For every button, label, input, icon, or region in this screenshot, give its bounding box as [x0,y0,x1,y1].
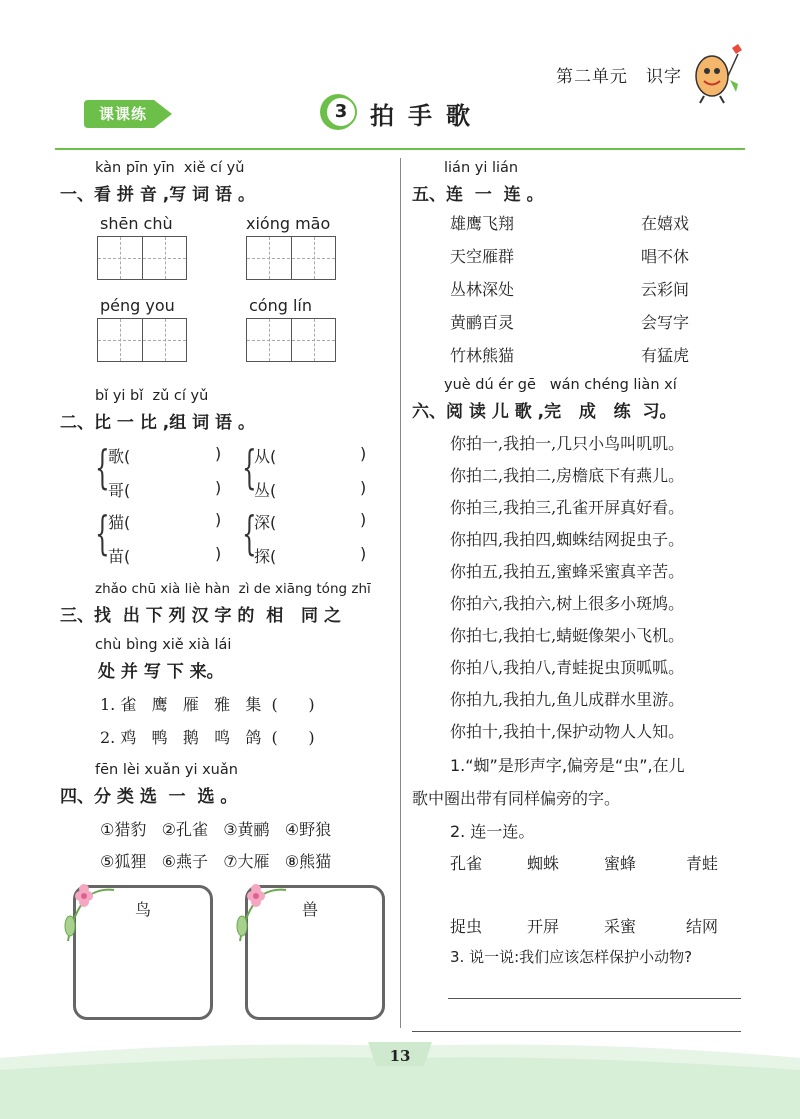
s2-title: 二、比 一 比 ,组 词 语 。 [60,413,255,433]
writing-grid[interactable] [246,236,336,280]
match-top-item[interactable]: 青蛙 [686,854,719,873]
poem-line: 你拍一,我拍一,几只小鸟叫叽叽。 [450,434,685,453]
s4-pinyin: fēn lèi xuǎn yi xuǎn [95,762,238,778]
writing-grid[interactable] [97,236,187,280]
poem-line: 你拍七,我拍七,蜻蜓像架小飞机。 [450,626,685,645]
s6-question-1a: 1.“蜘”是形声字,偏旁是“虫”,在儿 [450,756,685,775]
answer-line[interactable] [412,1031,741,1032]
s4-title: 四、分 类 选 一 选 。 [60,787,238,807]
pair-item: 探( [254,547,277,566]
s4-options-row-1: ①猎豹 ②孔雀 ③黄鹂 ④野狼 [100,820,332,839]
beast-box-title: 兽 [302,900,319,919]
poem-line: 你拍六,我拍六,树上很多小斑鸠。 [450,594,685,613]
s1-pinyin: kàn pīn yīn xiě cí yǔ [95,160,245,176]
pair-item: 哥( [108,481,131,500]
s5-left-item[interactable]: 天空雁群 [450,247,515,266]
poem-line: 你拍四,我拍四,蜘蛛结网捉虫子。 [450,530,685,549]
s3-question-2: 2. 鸡 鸭 鹅 鸣 鸽 ( ) [100,728,315,747]
match-bottom-item[interactable]: 开屏 [527,917,560,936]
pair-close: ) [215,544,222,563]
s1-item-4-pinyin: cóng lín [249,296,312,315]
s5-title: 五、连 一 连 。 [412,185,544,205]
pair-item: 猫( [108,513,131,532]
s5-right-item[interactable]: 有猛虎 [641,346,690,365]
pair-close: ) [215,510,222,529]
match-top-item[interactable]: 蜜蜂 [604,854,637,873]
s5-right-item[interactable]: 在嬉戏 [641,214,690,233]
lesson-title: 拍手歌 [370,101,484,130]
unit-label: 第二单元 识字 [556,67,682,87]
s5-right-item[interactable]: 会写字 [641,313,690,332]
pair-item: 从( [254,447,277,466]
s5-pinyin: lián yi lián [444,160,519,176]
match-top-item[interactable]: 蜘蛛 [527,854,560,873]
pair-item: 丛( [254,481,277,500]
poem-line: 你拍三,我拍三,孔雀开屏真好看。 [450,498,685,517]
brace-icon: { [95,440,110,494]
match-bottom-item[interactable]: 采蜜 [604,917,637,936]
s1-item-2-pinyin: xióng māo [246,214,331,233]
s3-title-2: 处 并 写 下 来。 [98,662,224,682]
pair-item: 苗( [108,547,131,566]
flower-icon [230,876,290,946]
s6-question-3: 3. 说一说:我们应该怎样保护小动物? [450,948,693,966]
s5-left-item[interactable]: 黄鹂百灵 [450,313,515,332]
s3-question-1: 1. 雀 鹰 雁 雅 集 ( ) [100,695,315,714]
header-rule [55,148,745,150]
s6-question-2: 2. 连一连。 [450,822,535,841]
lesson-number: 3 [325,96,357,128]
poem-line: 你拍二,我拍二,房檐底下有燕儿。 [450,466,685,485]
s5-left-item[interactable]: 雄鹰飞翔 [450,214,515,233]
s1-item-3-pinyin: péng you [100,296,175,315]
page-number: 13 [389,1047,411,1065]
s5-right-item[interactable]: 唱不休 [641,247,690,266]
brace-icon: { [242,506,257,560]
writing-grid[interactable] [97,318,187,362]
writing-grid[interactable] [246,318,336,362]
s5-right-item[interactable]: 云彩间 [641,280,690,299]
s5-left-item[interactable]: 竹林熊猫 [450,346,515,365]
s1-item-1-pinyin: shēn chù [100,214,173,233]
match-bottom-item[interactable]: 捉虫 [450,917,483,936]
s3-title-1: 三、找 出 下 列 汉 字 的 相 同 之 [60,606,341,626]
s2-pinyin: bǐ yi bǐ zǔ cí yǔ [95,388,209,404]
brace-icon: { [242,440,257,494]
s3-pinyin-2: chù bìng xiě xià lái [95,637,232,653]
poem-line: 你拍八,我拍八,青蛙捉虫顶呱呱。 [450,658,685,677]
bird-box-title: 鸟 [135,900,152,919]
brace-icon: { [95,506,110,560]
match-top-item[interactable]: 孔雀 [450,854,483,873]
s6-pinyin: yuè dú ér gē wán chéng liàn xí [444,377,677,393]
pair-close: ) [360,510,367,529]
pair-close: ) [360,544,367,563]
pair-item: 深( [254,513,277,532]
poem-line: 你拍九,我拍九,鱼儿成群水里游。 [450,690,685,709]
match-bottom-item[interactable]: 结网 [686,917,719,936]
poem-line: 你拍十,我拍十,保护动物人人知。 [450,722,685,741]
s5-left-item[interactable]: 丛林深处 [450,280,515,299]
pair-close: ) [360,478,367,497]
s6-question-1b: 歌中圈出带有同样偏旁的字。 [412,789,621,808]
pair-close: ) [215,444,222,463]
answer-line[interactable] [448,998,741,999]
column-divider [400,158,401,1028]
s3-pinyin-1: zhǎo chū xià liè hàn zì de xiāng tóng zhī [95,581,371,597]
s4-options-row-2: ⑤狐狸 ⑥燕子 ⑦大雁 ⑧熊猫 [100,852,332,871]
pair-close: ) [215,478,222,497]
s6-title: 六、阅 读 儿 歌 ,完 成 练 习。 [412,402,677,422]
poem-line: 你拍五,我拍五,蜜蜂采蜜真辛苦。 [450,562,685,581]
pair-close: ) [360,444,367,463]
badge-label: 课课练 [98,105,147,123]
s1-title: 一、看 拼 音 ,写 词 语 。 [60,185,255,205]
flower-icon [58,876,118,946]
pair-item: 歌( [108,447,131,466]
mascot-icon [690,40,750,105]
